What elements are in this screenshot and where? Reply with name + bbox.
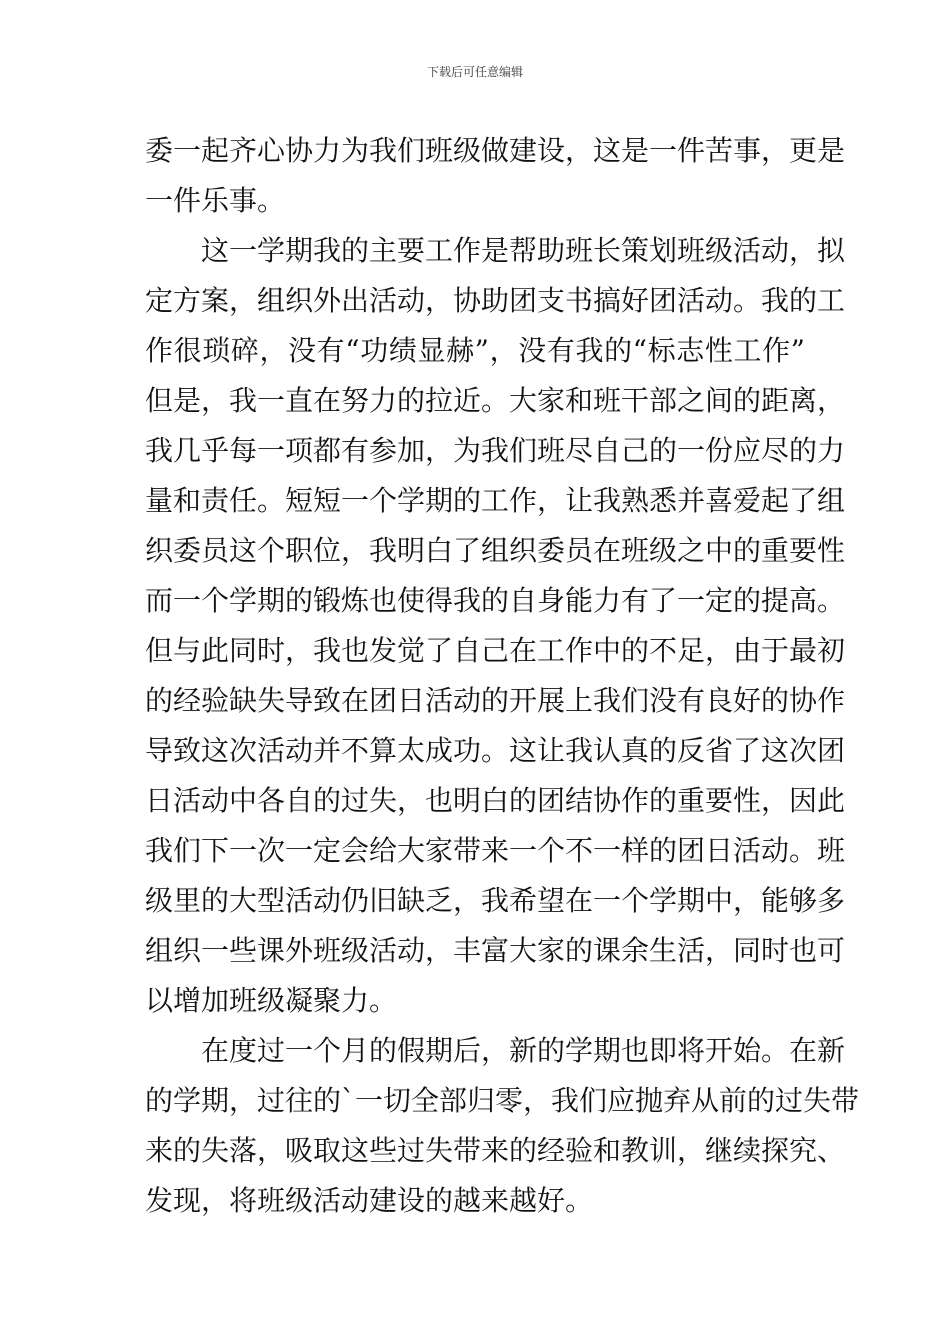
paragraph-line: 以增加班级凝聚力。	[145, 984, 398, 1017]
paragraph-line: 的学期，过往的`一切全部归零，我们应抛弃从前的过失带	[145, 1084, 860, 1117]
paragraph-line: 定方案，组织外出活动，协助团支书搞好团活动。我的工	[145, 284, 846, 317]
paragraph-line: 但与此同时，我也发觉了自己在工作中的不足，由于最初	[145, 634, 846, 667]
paragraph-line: 委一起齐心协力为我们班级做建设，这是一件苦事，更是	[145, 134, 846, 167]
page-header: 下载后可任意编辑	[426, 65, 523, 79]
paragraph-line: 来的失落，吸取这些过失带来的经验和教训，继续探究、	[145, 1134, 846, 1167]
paragraph-line: 我们下一次一定会给大家带来一个不一样的团日活动。班	[145, 834, 846, 867]
paragraph-line: 日活动中各自的过失，也明白的团结协作的重要性，因此	[145, 784, 846, 817]
paragraph-line: 这一学期我的主要工作是帮助班长策划班级活动，拟	[201, 234, 846, 267]
paragraph-line: 但是，我一直在努力的拉近。大家和班干部之间的距离，	[145, 384, 846, 417]
document-body	[145, 126, 860, 1226]
paragraph-line: 量和责任。短短一个学期的工作，让我熟悉并喜爱起了组	[145, 484, 846, 517]
paragraph-line: 组织一些课外班级活动，丰富大家的课余生活，同时也可	[145, 934, 846, 967]
paragraph-line: 我几乎每一项都有参加，为我们班尽自己的一份应尽的力	[145, 434, 846, 467]
paragraph-line: 一件乐事。	[145, 184, 286, 217]
paragraph-line: 导致这次活动并不算太成功。这让我认真的反省了这次团	[145, 734, 846, 767]
paragraph-line: 在度过一个月的假期后，新的学期也即将开始。在新	[201, 1034, 846, 1067]
paragraph-line: 织委员这个职位，我明白了组织委员在班级之中的重要性	[145, 534, 846, 567]
paragraph-line: 作很琐碎，没有“功绩显赫”，没有我的“标志性工作”	[145, 334, 805, 367]
paragraph-line: 发现，将班级活动建设的越来越好。	[145, 1184, 594, 1217]
paragraph-line: 级里的大型活动仍旧缺乏，我希望在一个学期中，能够多	[145, 884, 846, 917]
paragraph-line: 的经验缺失导致在团日活动的开展上我们没有良好的协作	[145, 684, 846, 717]
paragraph-line: 而一个学期的锻炼也使得我的自身能力有了一定的提高。	[145, 584, 846, 617]
